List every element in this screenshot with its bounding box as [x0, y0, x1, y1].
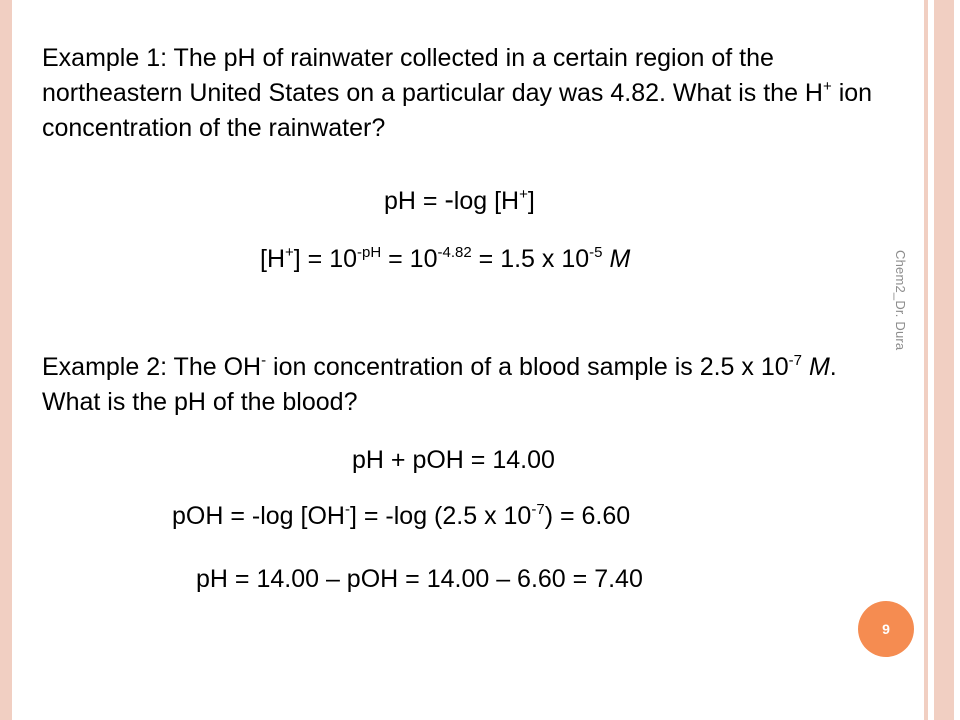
- example-1-question: Example 1: The pH of rainwater collected in a certain region of the northeastern United States on a particular day was 4.82. What is the H+ ion concentration of the rainwater?: [42, 44, 873, 142]
- author-side-label: Chem2_Dr. Dura: [893, 250, 908, 351]
- ph-poh-sum-equation: pH + pOH = 14.00: [352, 446, 555, 474]
- left-border-decoration: [0, 0, 12, 720]
- right-border-band: [934, 0, 954, 720]
- page-number-badge: 9: [858, 601, 914, 657]
- poh-calculation: pOH = -log [OH-] = -log (2.5 x $10^{-7}) = 6.60$: [172, 501, 631, 530]
- h-concentration-equation: $[H^+] = 10^{-pH} = 10^{-4.82} = 1.5$ x $10^{-5}$ M: [260, 244, 631, 273]
- example-2-question: Example 2: The OH- ion concentration of a blood sample is 2.5 x $10^{-7}$ M. What is the pH of the blood?: [42, 352, 837, 416]
- right-border-stripe: [924, 0, 928, 720]
- ph-formula: pH = -log [H+]: [384, 184, 535, 215]
- ph-result-equation: pH = 14.00 – pOH = 14.00 – 6.60 = 7.40: [196, 565, 643, 593]
